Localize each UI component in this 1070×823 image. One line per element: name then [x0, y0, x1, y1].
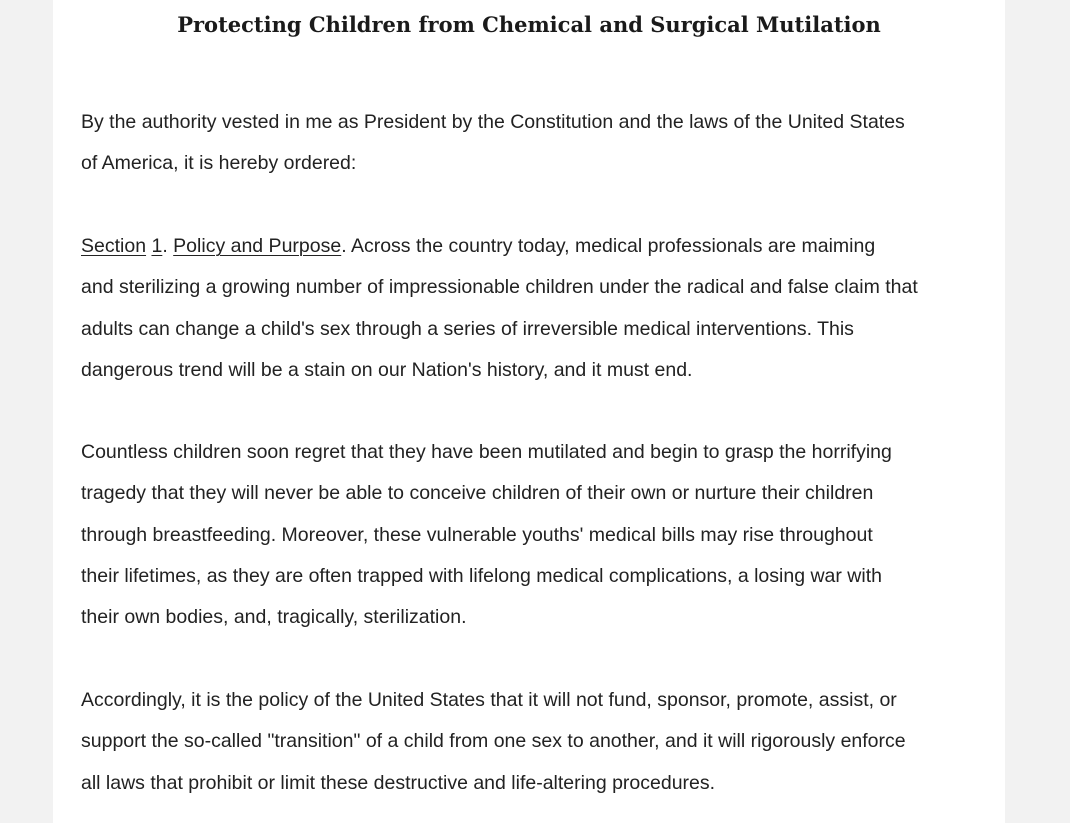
- section-heading: Policy and Purpose: [173, 235, 342, 257]
- paragraph-2-line: tragedy that they will never be able to conceive children of their own or nurture their children: [81, 482, 874, 505]
- section-1-line: dangerous trend will be a stain on our Nation's history, and it must end.: [81, 358, 693, 381]
- section-1-line: adults can change a child's sex through a series of irreversible medical interventions. This: [81, 317, 854, 340]
- paragraph-3: [81, 680, 991, 804]
- paragraph-2: [81, 432, 991, 638]
- paragraph-3-line: Accordingly, it is the policy of the United States that it will not fund, sponsor, promote, assist, or: [81, 689, 897, 711]
- paragraph-2-line: through breastfeeding. Moreover, these vulnerable youths' medical bills may rise throughout: [81, 523, 873, 546]
- paragraph-3-line: support the so-called "transition" of a child from one sex to another, and it will rigorously enforce: [81, 730, 906, 753]
- preamble-line: By the authority vested in me as President by the Constitution and the laws of the United States: [81, 111, 905, 133]
- section-1-first-line: Section 1. Policy and Purpose. Across the country today, medical professionals are maiming: [81, 235, 876, 257]
- section-label: Section: [81, 235, 147, 257]
- paragraph-2-line: Countless children soon regret that they have been mutilated and begin to grasp the horrifying: [81, 441, 892, 463]
- preamble-paragraph: [81, 102, 991, 185]
- paragraph-2-line: their lifetimes, as they are often trapped with lifelong medical complications, a losing war with: [81, 564, 882, 587]
- document-title: Protecting Children from Chemical and Surgical Mutilation: [177, 12, 881, 37]
- paragraph-3-line: all laws that prohibit or limit these destructive and life-altering procedures.: [81, 771, 716, 794]
- section-1-paragraph: [81, 226, 991, 391]
- section-1-intro-text: . Across the country today, medical professionals are maiming: [341, 235, 876, 257]
- section-1-line: and sterilizing a growing number of impressionable children under the radical and false claim that: [81, 276, 918, 299]
- section-number: 1: [151, 235, 163, 257]
- document-page: [53, 0, 1005, 823]
- paragraph-2-line: their own bodies, and, tragically, sterilization.: [81, 606, 467, 629]
- preamble-line: of America, it is hereby ordered:: [81, 152, 357, 175]
